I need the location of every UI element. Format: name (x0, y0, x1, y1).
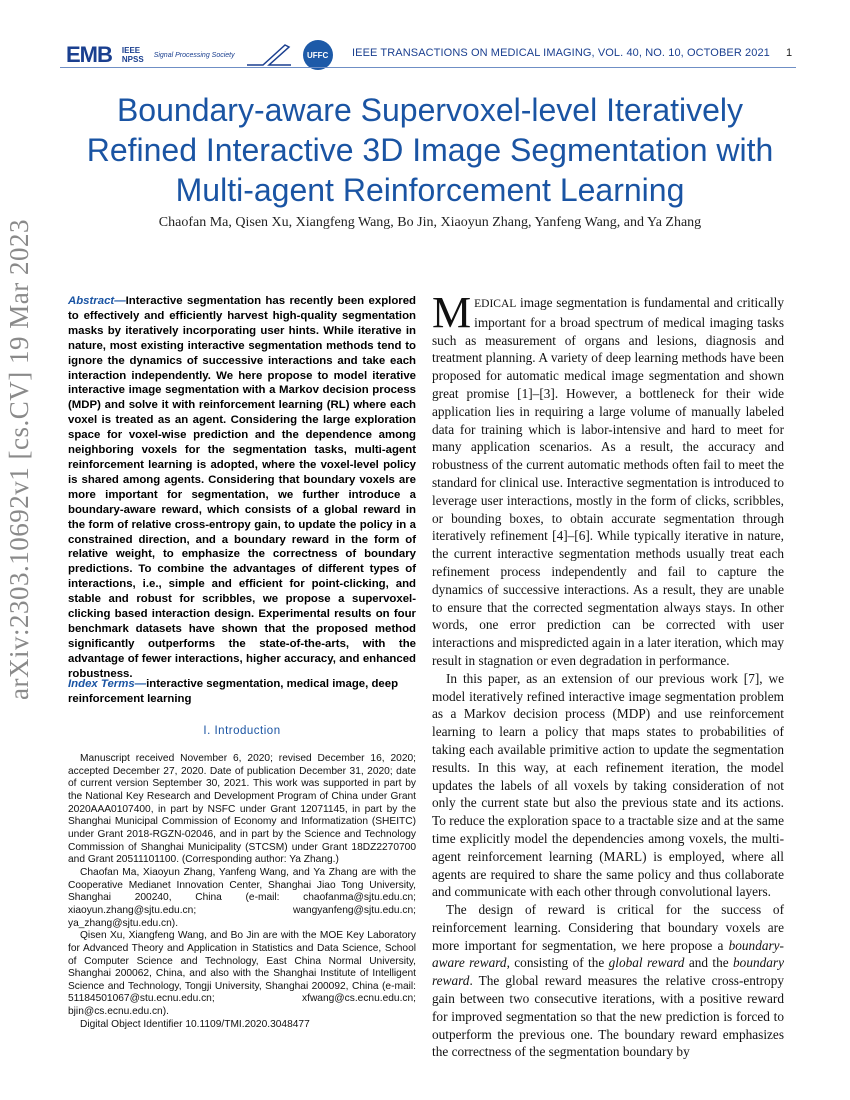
footnote-affiliation-1: Chaofan Ma, Xiaoyun Zhang, Yanfeng Wang, and Ya Zhang are with the Cooperative Medianet Innovation Center, Shanghai Jiao Tong University, Shanghai 200240, China (e-mail: chaofanma@sjtu.edu.cn; xiaoyun.zhang@sjtu.edu.cn; wangyanfeng@sjtu.edu.cn; ya_zhang@sjtu.edu.cn). (68, 866, 416, 929)
introduction-body (432, 288, 784, 1061)
p3-text-d: . The global reward measures the relative cross-entropy gain between two consecutive iterations, with a positive reward for improved segmentation so that the new prediction is forced to outperform the previous one. The boundary reward emphasizes the correctness of the segmentation boundary by (432, 973, 784, 1060)
journal-header: IEEE TRANSACTIONS ON MEDICAL IMAGING, VOL. 40, NO. 10, OCTOBER 2021 (352, 47, 770, 59)
footnotes (68, 753, 416, 1031)
body-paragraph-3 (432, 901, 784, 1061)
author-list: Chaofan Ma, Qisen Xu, Xiangfeng Wang, Bo Jin, Xiaoyun Zhang, Yanfeng Wang, and Ya Zhang (158, 215, 702, 230)
footnote-doi: Digital Object Identifier 10.1109/TMI.2020.3048477 (80, 1018, 310, 1030)
p3-text-c: and the (684, 955, 734, 971)
ieee-npss-logo (122, 46, 144, 64)
page-number: 1 (786, 47, 793, 59)
header-divider (60, 67, 796, 68)
arxiv-stamp: arXiv:2303.10692v1 [cs.CV] 19 Mar 2023 (4, 219, 34, 700)
ultrasonics-wave-icon (245, 41, 293, 69)
ieee-logo-text: IEEE (121, 46, 141, 55)
body-paragraph-1 (432, 288, 784, 670)
body-paragraph-1-text: image segmentation is fundamental and critically important for a broad spectrum of medical imaging tasks such as measurement of organs and lesions, diagnosis and treatment planning. A variety of deep learning methods have been proposed for automatic medical image segmentation and shown great promise [1]–[3]. However, a bottleneck for their wide application lies in requiring a large volume of manually labeled data for training which is labor-intensive and hard to meet for many application scenarios. As a result, the accuracy and robustness of the current automatic methods often fail to meet the standard for clinical use. Interactive segmentation is introduced to leverage user interactions, mostly in the form of clicks, scribbles, or bounding boxes, to obtain accurate segmentation through iteratively refinement [4]–[6]. While typically iterative in nature, the current interactive segmentation methods usually treat each refinement process independently and fail to capture the dynamics of successive interactions. As a result, they are unable to ensure that the corrected segmentation always stays. In other words, one error prediction can be corrected with user interactions and mispredicted again in a later iteration, which may result in stagnation or even degradation in performance. (432, 295, 784, 668)
index-terms-label: Index Terms— (68, 678, 147, 690)
body-paragraph-2: In this paper, as an extension of our previous work [7], we model iteratively refined interactive image segmentation problem as a Markov decision process (MDP) and use reinforcement learning to learn a policy that maps states to probabilities of taking each available primitive action to update the segmentation results. In this way, at each refinement iteration, the model updates the labels of all voxels by taking consideration of not only the current state but also the previous state and its actions. To reduce the exploration space to a tractable size and at the same time explicitly model the dependencies among voxels, the multi-agent reinforcement learning (MARL) is employed, where all agents are required to share the same policy and thus collaborate and communicate with each other through convolutional layers. (432, 670, 784, 900)
p3-emphasis-boundary-aware: boundary-aware reward (432, 937, 784, 971)
abstract-label: Abstract— (68, 295, 126, 307)
paper-title: Boundary-aware Supervoxel-level Iteratively Refined Interactive 3D Image Segmentation with Multi-agent Reinforcement Learning (86, 92, 774, 208)
index-terms (68, 677, 416, 707)
emb-logo: EMB (66, 42, 112, 67)
abstract-text: Interactive segmentation has recently been explored to effectively and efficiently harvest high-quality segmentation masks by iteratively incorporating user hints. While iterative in nature, most existing interactive segmentation methods tend to ignore the dynamics of successive interactions and take each interaction independently. We here propose to model iterative interactive image segmentation with a Markov decision process (MDP) and solve it with reinforcement learning (RL) where each voxel is treated as an agent. Considering the large exploration space for voxel-wise prediction and the dependence among neighboring voxels for the segmentation tasks, multi-agent reinforcement learning is adopted, where the voxel-level policy is shared among agents. Considering that boundary voxels are more important for segmentation, we further introduce a boundary-aware reward, which consists of a global reward in the form of relative cross-entropy gain, to update the policy in a constrained direction, and a boundary reward in the form of relative weight, to emphasize the correctness of boundary predictions. To combine the advantages of different types of interactions, i.e., simple and efficient for point-clicking, and stable and robust for scribbles, we propose a supervoxel-clicking based interaction design. Experimental results on four benchmark datasets have shown that the proposed method significantly outperforms the state-of-the-arts, with the advantage of fewer interactions, higher accuracy, and enhanced robustness. (68, 295, 416, 680)
abstract (68, 294, 416, 682)
npss-logo-text: NPSS (121, 55, 144, 64)
lead-word: EDICAL (474, 298, 517, 310)
footnote-funding: Manuscript received November 6, 2020; revised December 16, 2020; accepted December 27, 2020. Date of publication December 31, 2020; date of current version September 30, 2021. This work was supported in part by the National Key Research and Development Program of China under Grant 2020AAA0107400, in part by NSFC under Grant 12071145, in part by the Shanghai Municipal Commission of Economy and Informatization (SHEITC) under Grant 2018-RGZN-02046, and in part by the Science and Technology Commission of Shanghai Municipality (STCSM) under Grant 18DZ2270700 and Grant 20511101100. (Corresponding author: Ya Zhang.) (68, 753, 416, 866)
p3-text-a: The design of reward is critical for the success of reinforcement learning. Considering that boundary voxels are more important for segmentation, we here propose a (432, 902, 784, 953)
index-terms-text: interactive segmentation, medical image, deep reinforcement learning (68, 678, 399, 705)
p3-text-b: , consisting of the (506, 955, 609, 971)
footnote-affiliation-2: Qisen Xu, Xiangfeng Wang, and Bo Jin are with the MOE Key Laboratory for Advanced Theory and Application in Statistics and Data Science, School of Computer Science and Technology, East China Normal University, Shanghai 200062, China, and also with the Shanghai Institute of Intelligent Science and Technology, Tongji University, Shanghai 200092, China (e-mail: 51184501067@stu.ecnu.edu.cn; xfwang@cs.ecnu.edu.cn; bjin@cs.ecnu.edu.cn). (68, 930, 416, 1018)
p3-emphasis-global-reward: global reward (608, 955, 685, 971)
sps-logo: Signal Processing Society (153, 51, 235, 59)
section-heading-introduction: I. Introduction (203, 725, 281, 737)
p3-emphasis-boundary-reward: boundary reward (432, 955, 784, 989)
uffc-logo: UFFC (303, 40, 333, 70)
drop-cap: M (432, 288, 472, 337)
